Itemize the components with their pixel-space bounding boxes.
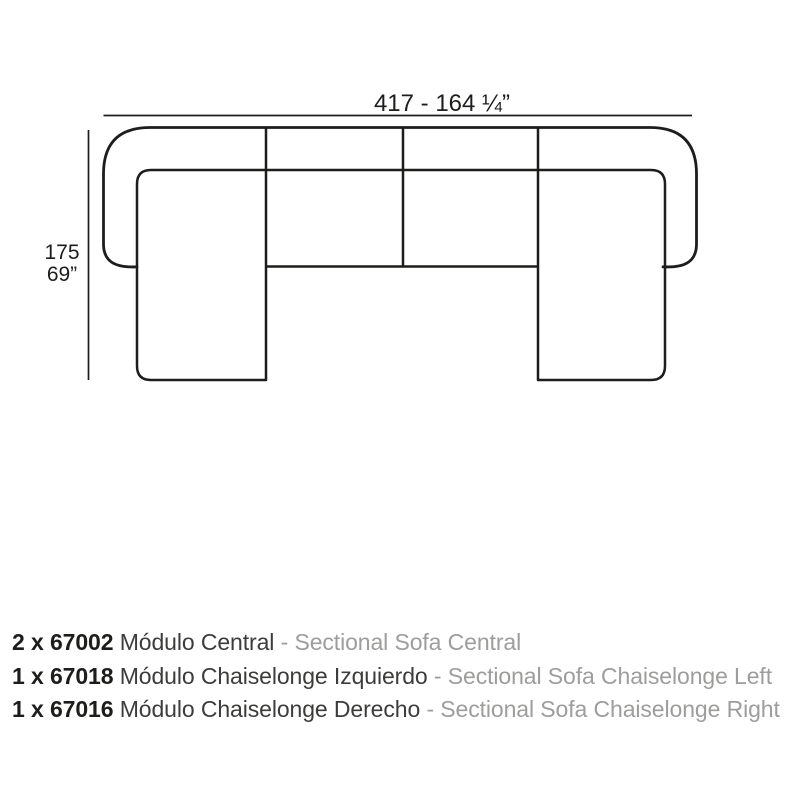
part-name-en: Sectional Sofa Chaiselonge Right xyxy=(440,696,780,722)
part-name-en: Sectional Sofa Chaiselonge Left xyxy=(447,662,773,689)
part-name-es: Módulo Chaiselonge Izquierdo xyxy=(119,662,428,689)
part-separator: - xyxy=(426,696,434,722)
part-qty-code: 1 x 67018 xyxy=(12,662,114,689)
part-qty-code: 1 x 67016 xyxy=(12,696,114,722)
central-modules-lines xyxy=(266,128,538,267)
part-item xyxy=(12,693,800,727)
part-item xyxy=(12,660,800,694)
depth-in-label: 69” xyxy=(46,263,78,286)
part-separator: - xyxy=(433,662,442,689)
part-qty-code: 2 x 67002 xyxy=(12,629,114,655)
right-chaise-module xyxy=(538,170,665,380)
part-name-en: Sectional Sofa Central xyxy=(294,629,522,655)
depth-cm-label: 175 xyxy=(44,241,80,264)
part-name-es: Módulo Central xyxy=(119,629,275,655)
parts-list xyxy=(12,626,800,727)
left-chaise-module xyxy=(137,170,266,380)
width-dimension-label: 417 - 164 ¼” xyxy=(373,90,511,117)
part-name-es: Módulo Chaiselonge Derecho xyxy=(119,696,421,722)
backrest-outline xyxy=(104,128,697,267)
depth-dimension-label xyxy=(29,242,95,286)
part-separator: - xyxy=(280,629,289,655)
part-item xyxy=(12,626,800,660)
